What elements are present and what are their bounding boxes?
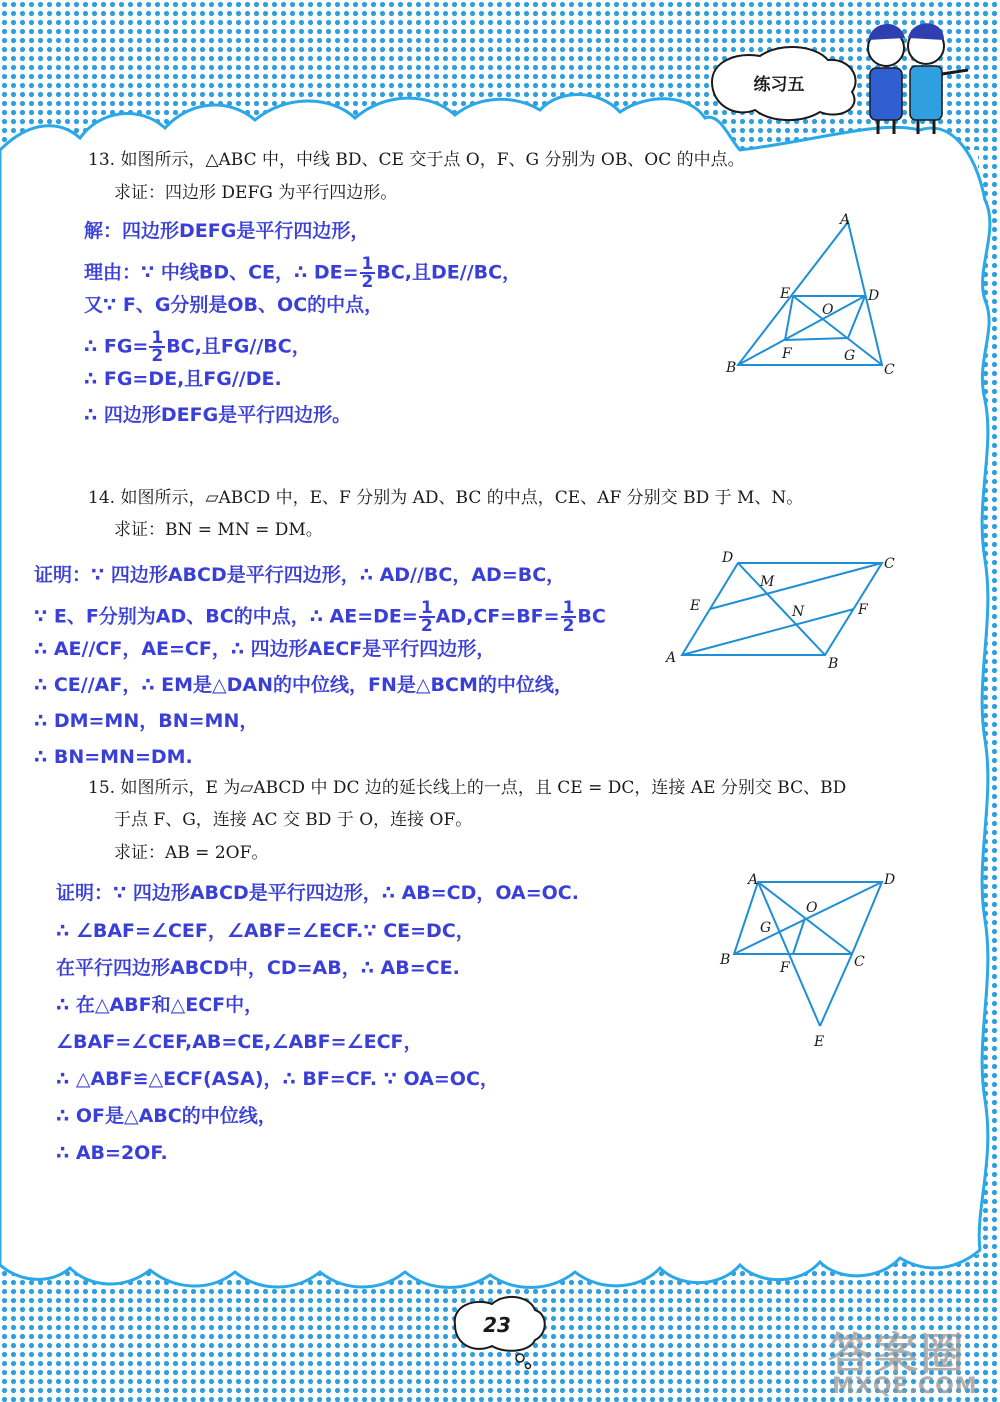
q15-label-e: E	[814, 1034, 825, 1050]
q14-answer-line-2-part-b: AD,CF=BF=	[435, 605, 560, 628]
q14-label-b: B	[828, 656, 839, 672]
q13-label-g: G	[844, 348, 856, 364]
q13-prove: 求证：四边形 DEFG 为平行四边形。	[114, 183, 398, 203]
q15-label-o: O	[806, 900, 818, 916]
q15-answer-line-8: ∴ AB=2OF.	[56, 1142, 168, 1164]
q14-parallelogram-diagram	[660, 548, 900, 673]
q14-label-m: M	[760, 574, 775, 590]
q14-answer-line-1: 证明：∵ 四边形ABCD是平行四边形，∴ AD//BC，AD=BC，	[34, 564, 566, 586]
fraction-half: $\frac{1}{2}$	[420, 598, 433, 637]
q14-answer-line-5: ∴ DM=MN，BN=MN，	[34, 710, 259, 732]
q14-prove: 求证：BN = MN = DM。	[114, 520, 323, 540]
q13-label-d: D	[868, 288, 880, 304]
q15-statement: 15. 如图所示，E 为▱ABCD 中 DC 边的延长线上的一点，且 CE = DC，连接 AE 分别交 BC、BD	[88, 778, 847, 798]
q13-label-f: F	[782, 346, 792, 362]
q13-answer-line-4-part-a: ∴ FG=	[84, 335, 149, 358]
q14-label-f: F	[858, 602, 868, 618]
q15-label-f: F	[780, 960, 790, 976]
q13-answer-line-1: 解：四边形DEFG是平行四边形，	[84, 220, 370, 242]
watermark	[822, 1318, 1000, 1402]
watermark-logo-text: 答案圈	[828, 1329, 966, 1380]
q15-label-g: G	[760, 920, 772, 936]
q14-answer-line-2-part-c: BC	[577, 605, 606, 628]
q14-label-d: D	[722, 550, 734, 566]
q13-triangle-diagram	[720, 210, 910, 390]
q15-label-a: A	[748, 872, 759, 888]
fraction-half: $\frac{1}{2}$	[361, 254, 374, 293]
q15-answer-line-1: 证明：∵ 四边形ABCD是平行四边形，∴ AB=CD，OA=OC.	[56, 882, 579, 904]
q15-statement-cont: 于点 F、G，连接 AC 交 BD 于 O，连接 OF。	[114, 810, 473, 830]
q13-statement: 13. 如图所示，△ABC 中，中线 BD、CE 交于点 O，F、G 分别为 OB、OC 的中点。	[88, 150, 745, 170]
q13-label-o: O	[822, 302, 834, 318]
q15-answer-line-6: ∴ △ABF≌△ECF(ASA)，∴ BF=CF. ∵ OA=OC，	[56, 1068, 499, 1090]
fraction-half: $\frac{1}{2}$	[151, 328, 164, 367]
q13-answer-line-2-part-b: BC,且DE//BC，	[376, 261, 522, 284]
q13-answer-line-3: 又∵ F、G分别是OB、OC的中点，	[84, 294, 384, 316]
q15-answer-line-2: ∴ ∠BAF=∠CEF，∠ABF=∠ECF.∵ CE=DC，	[56, 920, 475, 942]
q13-answer-line-6: ∴ 四边形DEFG是平行四边形。	[84, 404, 352, 426]
q15-answer-line-4: ∴ 在△ABF和△ECF中，	[56, 994, 264, 1016]
q13-label-c: C	[884, 362, 895, 378]
q13-answer-line-5: ∴ FG=DE,且FG//DE.	[84, 368, 282, 390]
section-tag: 练习五	[753, 74, 805, 95]
q14-answer-line-3: ∴ AE//CF，AE=CF，∴ 四边形AECF是平行四边形，	[34, 638, 496, 660]
q14-label-c: C	[884, 556, 895, 572]
q14-answer-line-6: ∴ BN=MN=DM.	[34, 746, 193, 768]
q13-answer-line-4-part-b: BC,且FG//BC，	[166, 335, 311, 358]
q15-answer-line-5: ∠BAF=∠CEF,AB=CE,∠ABF=∠ECF，	[56, 1031, 423, 1053]
q15-prove: 求证：AB = 2OF。	[114, 843, 269, 863]
q15-parallelogram-diagram	[712, 866, 912, 1051]
q14-label-n: N	[792, 604, 805, 620]
q13-label-b: B	[726, 360, 737, 376]
q15-label-d: D	[884, 872, 896, 888]
q13-label-e: E	[780, 286, 791, 302]
q13-answer-line-2	[84, 254, 522, 293]
q15-label-b: B	[720, 952, 731, 968]
q13-answer-line-4	[84, 328, 311, 367]
q14-statement: 14. 如图所示，▱ABCD 中，E、F 分别为 AD、BC 的中点，CE、AF 分别交 BD 于 M、N。	[88, 488, 804, 508]
q15-answer-line-7: ∴ OF是△ABC的中位线，	[56, 1105, 277, 1127]
q15-answer-line-3: 在平行四边形ABCD中，CD=AB，∴ AB=CE.	[56, 957, 460, 979]
q15-label-c: C	[854, 954, 865, 970]
q14-answer-line-2-part-a: ∵ E、F分别为AD、BC的中点，∴ AE=DE=	[34, 605, 418, 628]
q13-answer-line-2-part-a: 理由：∵ 中线BD、CE，∴ DE=	[84, 261, 359, 284]
watermark-url: MXQE.COM	[832, 1374, 978, 1399]
page-number: 23	[483, 1313, 511, 1337]
q14-label-e: E	[690, 598, 701, 614]
fraction-half: $\frac{1}{2}$	[562, 598, 575, 637]
q14-label-a: A	[666, 650, 677, 666]
q14-answer-line-2	[34, 598, 606, 637]
q13-label-a: A	[840, 212, 851, 228]
q14-answer-line-4: ∴ CE//AF，∴ EM是△DAN的中位线，FN是△BCM的中位线，	[34, 674, 573, 696]
